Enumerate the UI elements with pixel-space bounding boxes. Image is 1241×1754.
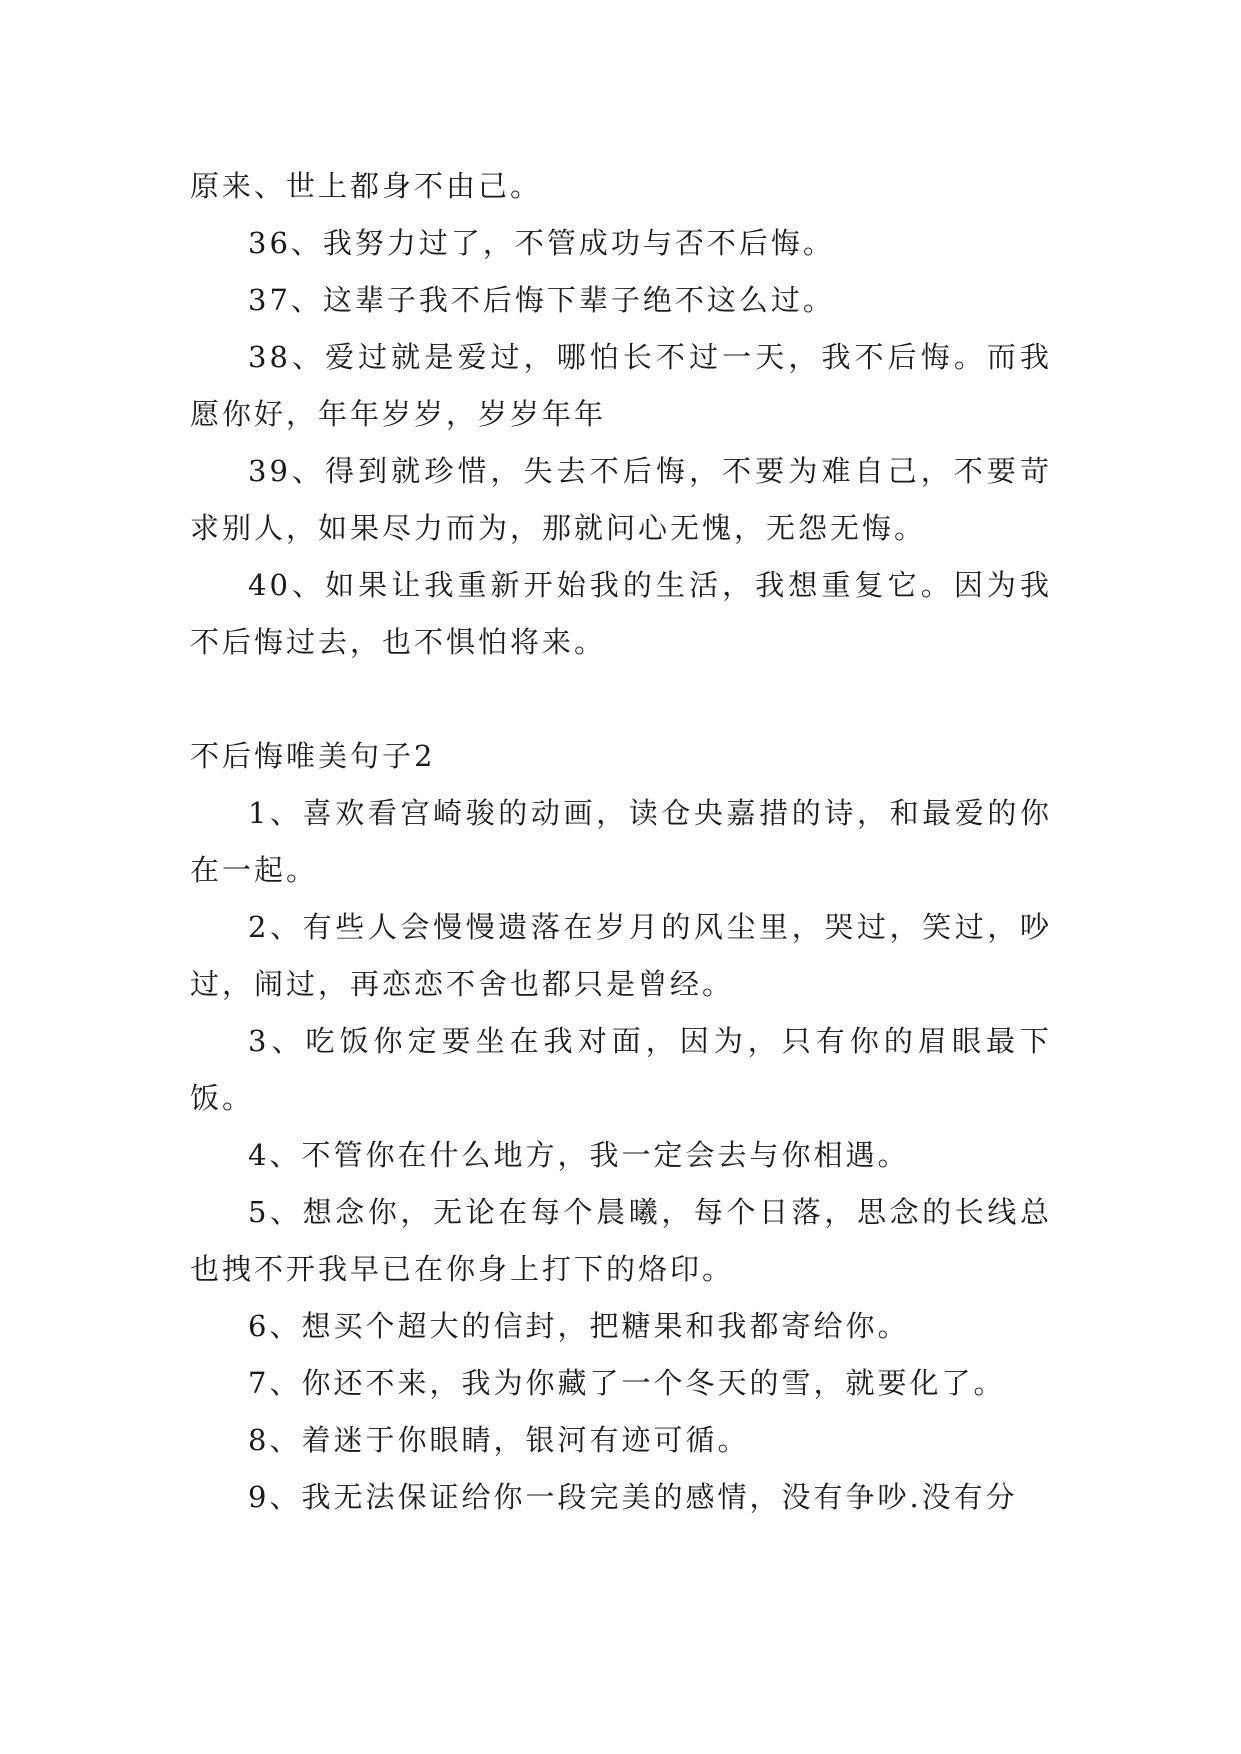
list-item: 37、这辈子我不后悔下辈子绝不这么过。 [248,283,835,317]
list-item: 38、爱过就是爱过，哪怕长不过一天，我不后悔。而我愿你好，年年岁岁，岁岁年年 [190,340,1052,431]
list-item: 39、得到就珍惜，失去不后悔，不要为难自己，不要苛求别人，如果尽力而为，那就问心无愧，无怨无悔。 [190,454,1052,545]
list-item: 1、喜欢看宫崎骏的动画，读仓央嘉措的诗，和最爱的你在一起。 [190,796,1052,887]
list-item: 8、着迷于你眼睛，银河有迹可循。 [248,1423,750,1457]
section-title: 不后悔唯美句子2 [190,739,436,773]
continuation-text: 原来、世上都身不由己。 [190,169,543,203]
list-item: 9、我无法保证给你一段完美的感情，没有争吵.没有分 [248,1480,1018,1514]
list-item: 3、吃饭你定要坐在我对面，因为，只有你的眉眼最下饭。 [190,1024,1052,1115]
list-item: 7、你还不来，我为你藏了一个冬天的雪，就要化了。 [248,1366,1006,1400]
list-item: 36、我努力过了，不管成功与否不后悔。 [248,226,835,260]
list-item: 4、不管你在什么地方，我一定会去与你相遇。 [248,1138,910,1172]
list-item: 6、想买个超大的信封，把糖果和我都寄给你。 [248,1309,910,1343]
list-item: 5、想念你，无论在每个晨曦，每个日落，思念的长线总也拽不开我早已在你身上打下的烙印。 [190,1195,1052,1286]
list-item: 40、如果让我重新开始我的生活，我想重复它。因为我不后悔过去，也不惧怕将来。 [190,568,1052,659]
document-page [190,158,1052,1526]
list-item: 2、有些人会慢慢遗落在岁月的风尘里，哭过，笑过，吵过，闹过，再恋恋不舍也都只是曾经。 [190,910,1052,1001]
